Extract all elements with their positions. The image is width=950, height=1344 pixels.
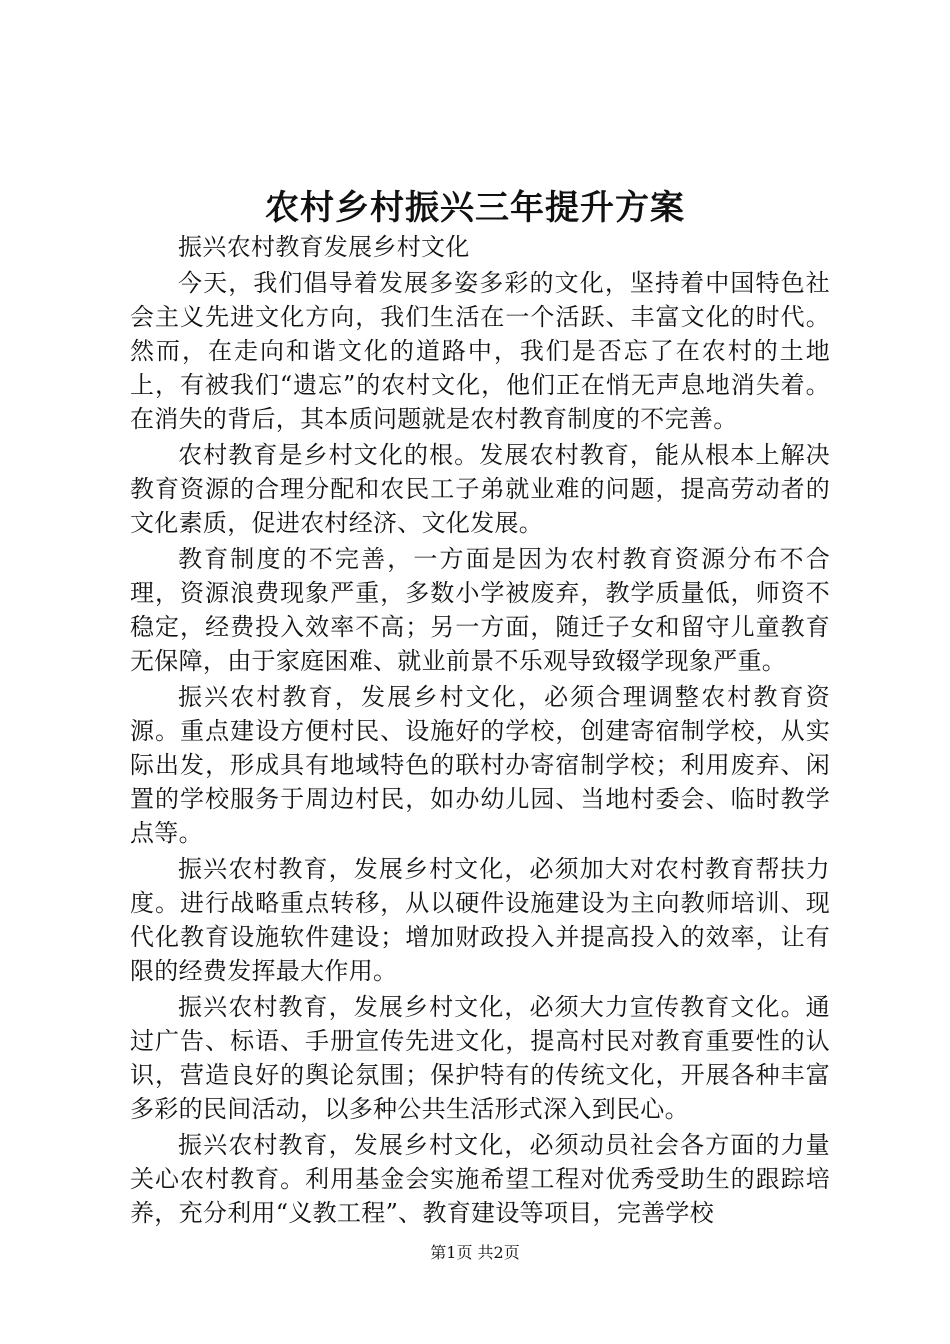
- paragraph: 教育制度的不完善，一方面是因为农村教育资源分布不合理，资源浪费现象严重，多数小学被废弃，教学质量低，师资不稳定，经费投入效率不高；另一方面，随迁子女和留守儿童教育无保障，由于家庭困难、就业前景不乐观导致辍学现象严重。: [130, 545, 830, 675]
- paragraph: 今天，我们倡导着发展多姿多彩的文化，坚持着中国特色社会主义先进文化方向，我们生活在一个活跃、丰富文化的时代。然而，在走向和谐文化的道路中，我们是否忘了在农村的土地上，有被我们“遗忘”的农村文化，他们正在悄无声息地消失着。在消失的背后，其本质问题就是农村教育制度的不完善。: [130, 269, 830, 433]
- paragraph: 农村教育是乡村文化的根。发展农村教育，能从根本上解决教育资源的合理分配和农民工子弟就业难的问题，提高劳动者的文化素质，促进农村经济、文化发展。: [130, 441, 830, 537]
- page-number-footer: 第1页 共2页: [430, 1243, 520, 1262]
- paragraph-subtitle: 振兴农村教育发展乡村文化: [178, 233, 470, 261]
- document-body: [130, 230, 830, 1232]
- paragraph: 振兴农村教育，发展乡村文化，必须加大对农村教育帮扶力度。进行战略重点转移，从以硬件设施建设为主向教师培训、现代化教育设施软件建设；增加财政投入并提高投入的效率，让有限的经费发挥最大作用。: [130, 855, 830, 985]
- paragraph: 振兴农村教育，发展乡村文化，必须动员社会各方面的力量关心农村教育。利用基金会实施希望工程对优秀受助生的跟踪培养，充分利用“义教工程”、教育建设等项目，完善学校: [130, 1131, 830, 1227]
- paragraph: 振兴农村教育，发展乡村文化，必须大力宣传教育文化。通过广告、标语、手册宣传先进文化，提高村民对教育重要性的认识，营造良好的舆论氛围；保护特有的传统文化，开展各种丰富多彩的民间活动，以多种公共生活形式深入到民心。: [130, 993, 830, 1123]
- paragraph: 振兴农村教育，发展乡村文化，必须合理调整农村教育资源。重点建设方便村民、设施好的学校，创建寄宿制学校，从实际出发，形成具有地域特色的联村办寄宿制学校；利用废弃、闲置的学校服务于周边村民，如办幼儿园、当地村委会、临时教学点等。: [130, 683, 830, 847]
- document-title: 农村乡村振兴三年提升方案: [265, 188, 685, 228]
